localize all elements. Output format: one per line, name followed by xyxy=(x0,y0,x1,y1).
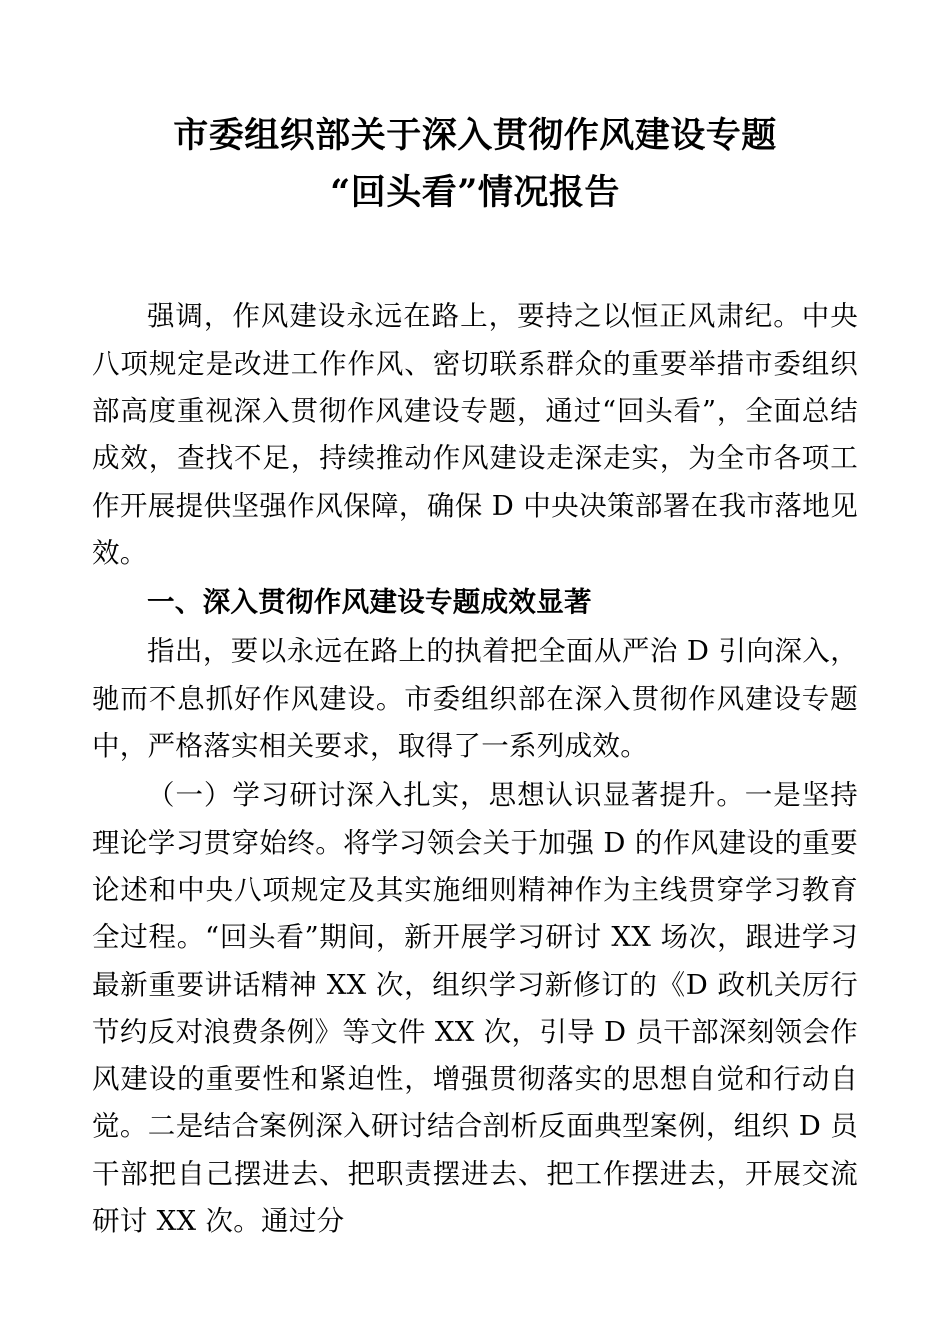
title-spacer xyxy=(92,221,858,293)
paragraph-subsection-1-1: （一）学习研讨深入扎实，思想认识显著提升。一是坚持理论学习贯穿始终。将学习领会关于加强 D 的作风建设的重要论述和中央八项规定及其实施细则精神作为主线贯穿学习教育全过程。“回头看”期间，新开展学习研讨 XX 场次，跟进学习最新重要讲话精神 XX 次，组织学习新修订的《D 政机关厉行节约反对浪费条例》等文件 XX 次，引导 D 员干部深刻领会作风建设的重要性和紧迫性，增强贯彻落实的思想自觉和行动自觉。二是结合案例深入研讨结合剖析反面典型案例，组织 D 员干部把自己摆进去、把职责摆进去、把工作摆进去，开展交流研讨 XX 次。通过分 xyxy=(92,779,858,1238)
paragraph-section1-intro: 指出，要以永远在路上的执着把全面从严治 D 引向深入，驰而不息抓好作风建设。市委组织部在深入贯彻作风建设专题中，严格落实相关要求，取得了一系列成效。 xyxy=(92,635,858,763)
page-title-line-1: 市委组织部关于深入贯彻作风建设专题 xyxy=(173,115,777,156)
section-heading-1: 一、深入贯彻作风建设专题成效显著 xyxy=(147,586,592,619)
paragraph-intro: 强调，作风建设永远在路上，要持之以恒正风肃纪。中央八项规定是改进工作作风、密切联系群众的重要举措市委组织部高度重视深入贯彻作风建设专题，通过“回头看”，全面总结成效，查找不足，持续推动作风建设走深走实，为全市各项工作开展提供坚强作风保障，确保 D 中央决策部署在我市落地见效。 xyxy=(92,300,858,569)
page-title xyxy=(92,108,858,221)
page-title-line-2: “回头看”情况报告 xyxy=(330,171,620,213)
